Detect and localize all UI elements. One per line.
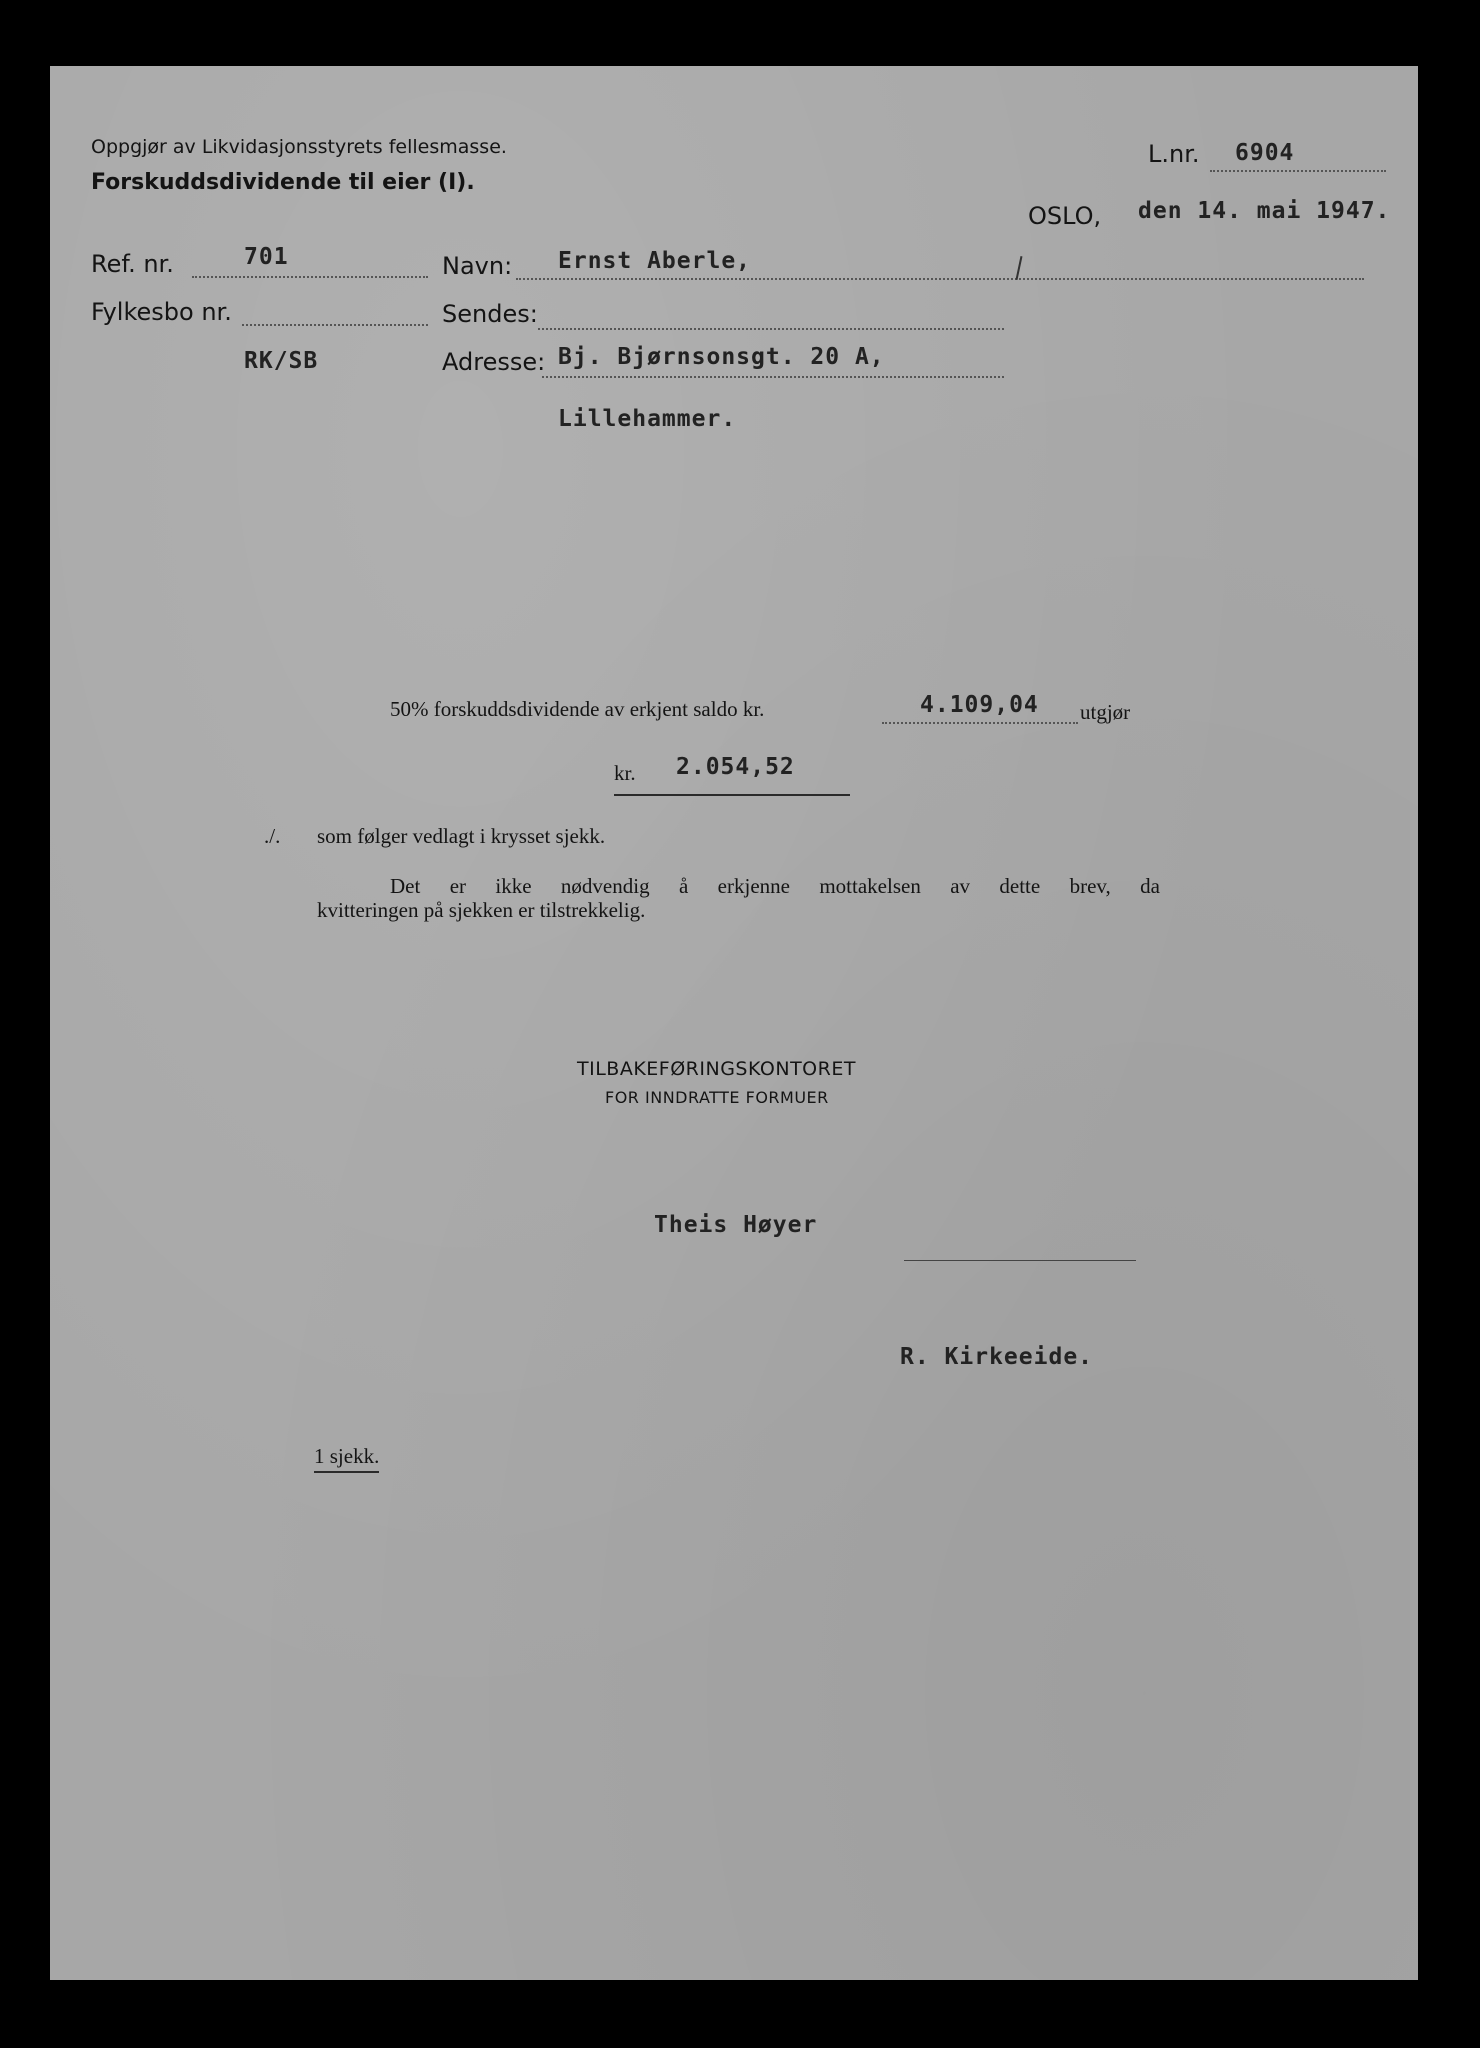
lnr-value: 6904 bbox=[1235, 140, 1295, 166]
navn-dotted-line bbox=[516, 278, 1364, 280]
saldo-dotted-line bbox=[882, 722, 1078, 724]
signature-first: Theis Høyer bbox=[654, 1212, 818, 1238]
city-label: OSLO, bbox=[1028, 202, 1102, 230]
ref-label: Ref. nr. bbox=[91, 250, 174, 278]
navn-value: Ernst Aberle, bbox=[558, 248, 752, 274]
enclosure-mark: ./. bbox=[264, 824, 281, 848]
attachment-note: 1 sjekk. bbox=[314, 1444, 379, 1473]
office-subtitle: FOR INNDRATTE FORMUER bbox=[605, 1088, 829, 1107]
dividend-suffix: utgjør bbox=[1080, 700, 1131, 724]
adresse-label: Adresse: bbox=[442, 348, 546, 376]
fylkesbo-label: Fylkesbo nr. bbox=[91, 298, 232, 326]
document-page bbox=[50, 66, 1418, 1980]
adresse-dotted-line bbox=[542, 376, 1004, 378]
header-subtitle: Forskuddsdividende til eier (I). bbox=[91, 170, 475, 195]
kr-label: kr. bbox=[614, 761, 636, 785]
header-title: Oppgjør av Likvidasjonsstyrets fellesmasse. bbox=[91, 136, 507, 158]
sendes-label: Sendes: bbox=[442, 300, 538, 328]
ref-value: 701 bbox=[244, 244, 289, 270]
sendes-dotted-line bbox=[538, 328, 1004, 330]
office-name: TILBAKEFØRINGSKONTORET bbox=[577, 1058, 856, 1080]
enclosure-text: som følger vedlagt i krysset sjekk. bbox=[317, 824, 606, 848]
note-line-2: kvitteringen på sjekken er tilstrekkelig. bbox=[317, 898, 646, 922]
lnr-label: L.nr. bbox=[1148, 140, 1200, 168]
fylkesbo-dotted-line bbox=[242, 324, 428, 326]
saldo-value: 4.109,04 bbox=[920, 692, 1039, 718]
amount-value: 2.054,52 bbox=[676, 754, 795, 780]
lnr-dotted-line bbox=[1210, 170, 1386, 172]
navn-label: Navn: bbox=[442, 252, 513, 280]
amount-underline bbox=[614, 794, 850, 796]
adresse-value: Bj. Bjørnsonsgt. 20 A, bbox=[558, 344, 885, 370]
note-line-1: Det er ikke nødvendig å erkjenne mottakelsen av dette brev, da bbox=[390, 874, 1160, 898]
signature-line bbox=[904, 1260, 1136, 1261]
pencil-mark bbox=[1016, 256, 1023, 280]
initials: RK/SB bbox=[244, 348, 319, 374]
city-value: Lillehammer. bbox=[558, 406, 737, 432]
ref-dotted-line bbox=[192, 276, 428, 278]
signature-second: R. Kirkeeide. bbox=[900, 1344, 1094, 1370]
letter-date: den 14. mai 1947. bbox=[1138, 198, 1391, 224]
dividend-sentence: 50% forskuddsdividende av erkjent saldo kr. bbox=[390, 697, 765, 721]
